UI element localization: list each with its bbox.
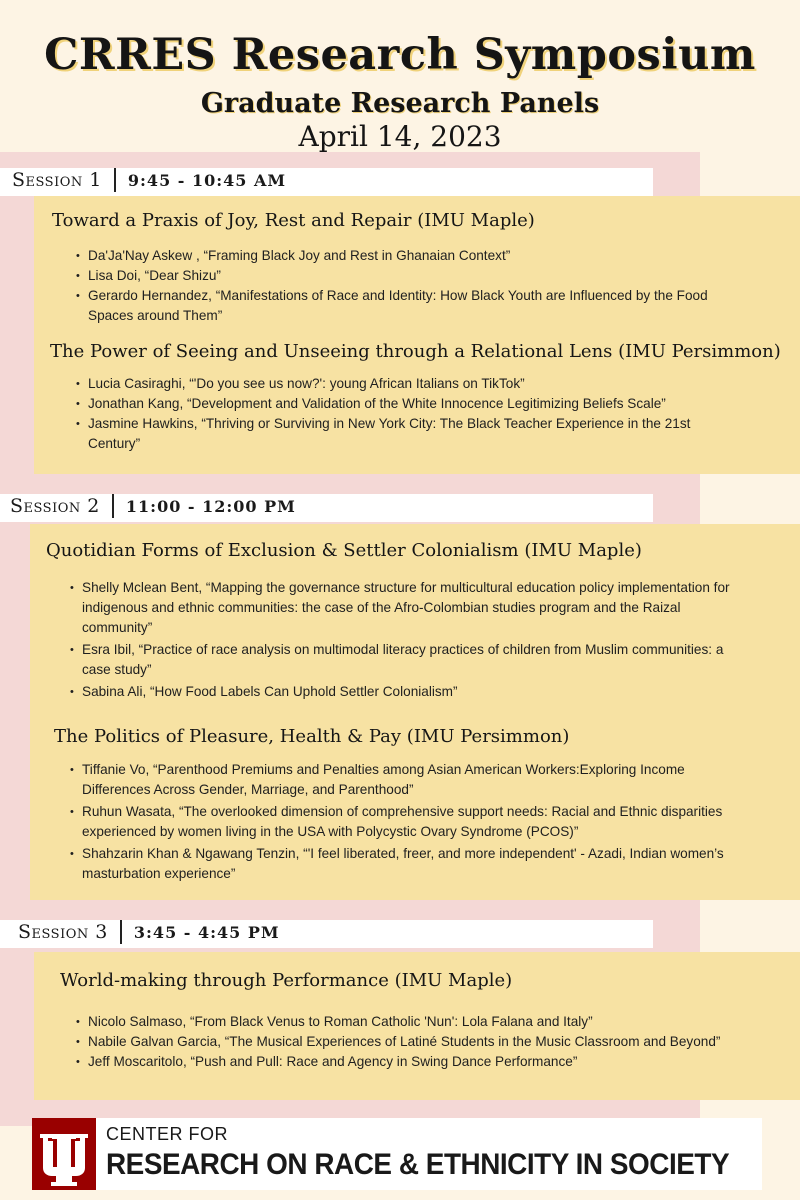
presentation-list (76, 1012, 776, 1072)
session-3-heading (18, 920, 280, 944)
session-name: Session 1 (12, 169, 102, 191)
presentation-item: • Gerardo Hernandez, “Manifestations of Race and Identity: How Black Youth are Influenced by the Food Spaces around Them” (76, 286, 746, 326)
presentation-item: • Lucia Casiraghi, “'Do you see us now?': young African Italians on TikTok” (76, 374, 746, 394)
presentation-item: • Da'Ja'Nay Askew , “Framing Black Joy and Rest in Ghanaian Context” (76, 246, 746, 266)
iu-trident-logo-icon (32, 1118, 96, 1190)
presentation-list (76, 246, 746, 326)
presentation-item: • Sabina Ali, “How Food Labels Can Uphold Settler Colonialism” (70, 682, 730, 702)
presentation-item: • Ruhun Wasata, “The overlooked dimension of comprehensive support needs: Racial and Ethnic disparities experienced by women living in the USA with Polycystic Ovary Syndrome (PCOS)” (70, 802, 730, 842)
session-time: 11:00 - 12:00 PM (125, 496, 296, 516)
crres-footer (32, 1118, 762, 1190)
session-name: Session 2 (10, 495, 100, 517)
presentation-item: • Shelly Mclean Bent, “Mapping the governance structure for multicultural education policy implementation for indigenous and ethnic communities: the case of the Afro-Colombian studies program and the Raizal community” (70, 578, 730, 638)
panel-title: The Politics of Pleasure, Health & Pay (IMU Persimmon) (54, 726, 570, 747)
presentation-item: • Esra Ibil, “Practice of race analysis on multimodal literacy practices of children from Muslim communities: a case study” (70, 640, 730, 680)
session-2-heading (10, 494, 296, 518)
presentation-item: • Shahzarin Khan & Ngawang Tenzin, “'I feel liberated, freer, and more independent' - Azadi, Indian women’s masturbation experience” (70, 844, 730, 884)
panel-title: The Power of Seeing and Unseeing through a Relational Lens (IMU Persimmon) (50, 341, 781, 362)
presentation-item: • Jeff Moscaritolo, “Push and Pull: Race and Agency in Swing Dance Performance” (76, 1052, 776, 1072)
session-time: 9:45 - 10:45 AM (127, 170, 287, 190)
divider (114, 168, 116, 192)
iu-trident-logo-icon-svg (32, 1118, 96, 1190)
page-title: CRRES Research Symposium (44, 30, 756, 80)
presentation-item: • Lisa Doi, “Dear Shizu” (76, 266, 746, 286)
panel-title: World-making through Performance (IMU Maple) (60, 970, 513, 991)
session-1-heading (12, 168, 286, 192)
presentation-item: • Nabile Galvan Garcia, “The Musical Experiences of Latiné Students in the Music Classroom and Beyond” (76, 1032, 776, 1052)
footer-line-1: CENTER FOR (106, 1124, 228, 1144)
session-name: Session 3 (18, 921, 108, 943)
page-subtitle: Graduate Research Panels (200, 88, 600, 119)
presentation-item: • Jasmine Hawkins, “Thriving or Surviving in New York City: The Black Teacher Experience in the 21st Century” (76, 414, 746, 454)
presentation-item: • Jonathan Kang, “Development and Validation of the White Innocence Legitimizing Beliefs Scale” (76, 394, 746, 414)
presentation-list (76, 374, 746, 454)
session-time: 3:45 - 4:45 PM (133, 922, 280, 942)
footer-line-2: RESEARCH ON RACE & ETHNICITY IN SOCIETY (106, 1148, 730, 1181)
presentation-list (70, 578, 730, 702)
panel-title: Quotidian Forms of Exclusion & Settler Colonialism (IMU Maple) (46, 540, 642, 561)
presentation-item: • Tiffanie Vo, “Parenthood Premiums and Penalties among Asian American Workers:Exploring Income Differences Across Gender, Marriage, and Parenthood” (70, 760, 730, 800)
divider (120, 920, 122, 944)
event-date: April 14, 2023 (298, 120, 502, 153)
divider (112, 494, 114, 518)
panel-title: Toward a Praxis of Joy, Rest and Repair (IMU Maple) (52, 210, 535, 231)
presentation-list (70, 760, 730, 884)
presentation-item: • Nicolo Salmaso, “From Black Venus to Roman Catholic 'Nun': Lola Falana and Italy” (76, 1012, 776, 1032)
